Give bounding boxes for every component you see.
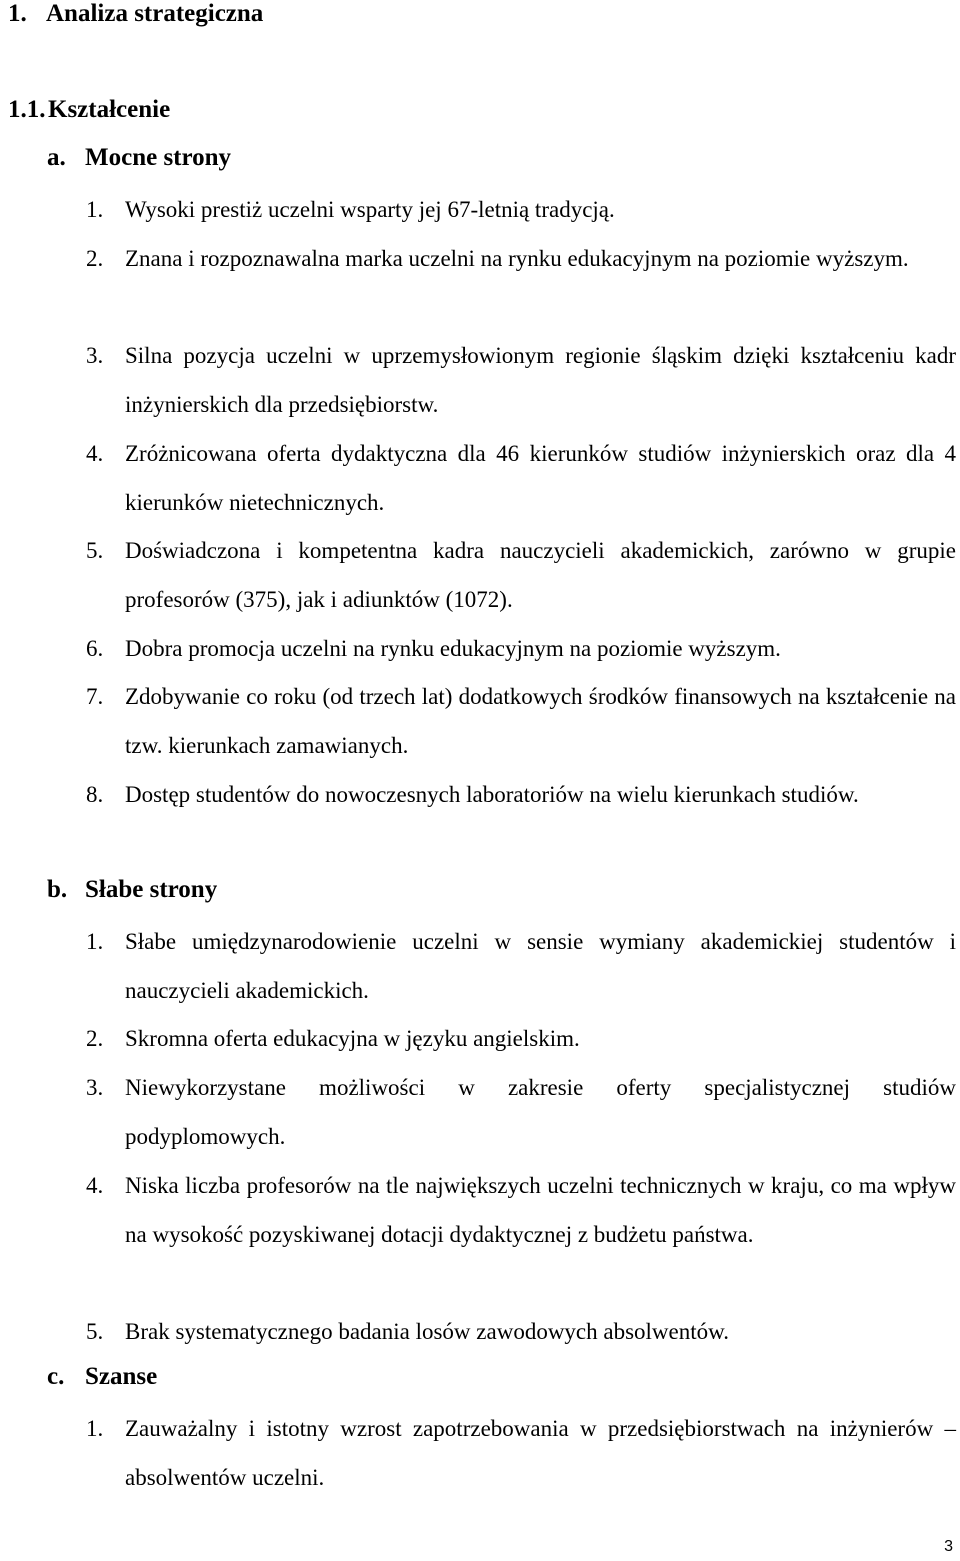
list-item: [86, 1161, 956, 1259]
list-item: [86, 917, 956, 1015]
list-item: [86, 185, 956, 234]
list-item-text: Skromna oferta edukacyjna w języku angielskim.: [125, 1026, 580, 1051]
subchapter-number: 1.1.: [8, 96, 46, 123]
section-title: Słabe strony: [85, 876, 218, 903]
list-item-number: 4.: [86, 441, 104, 466]
list-item-number: 3.: [86, 1075, 104, 1100]
list-item-text: Słabe umiędzynarodowienie uczelni w sensie wymiany akademickiej studentów i nauczycieli akademickich.: [125, 929, 956, 1003]
list-item-number: 1.: [86, 197, 104, 222]
list-item-number: 1.: [86, 1416, 104, 1441]
list-item-text: Doświadczona i kompetentna kadra nauczycieli akademickich, zarówno w grupie profesorów (375), jak i adiunktów (1072).: [125, 538, 956, 612]
list-item-text: Dostęp studentów do nowoczesnych laboratoriów na wielu kierunkach studiów.: [125, 782, 859, 807]
list-item-number: 4.: [86, 1173, 104, 1198]
list-item-text: Zdobywanie co roku (od trzech lat) dodatkowych środków finansowych na kształcenie na tzw. kierunkach zamawianych.: [125, 684, 956, 758]
list-item: [86, 1404, 956, 1502]
section-letter: a.: [47, 144, 66, 171]
list-item: [86, 1014, 956, 1063]
chapter-title: Analiza strategiczna: [46, 0, 264, 27]
list-item: [86, 1063, 956, 1161]
list-item-text: Zauważalny i istotny wzrost zapotrzebowania w przedsiębiorstwach na inżynierów – absolwentów uczelni.: [125, 1416, 956, 1490]
list-item: [86, 234, 956, 283]
list-item: [86, 624, 956, 673]
list-item-number: 1.: [86, 929, 104, 954]
list-item-number: 3.: [86, 343, 104, 368]
list-item: [86, 1307, 956, 1356]
list-item-text: Znana i rozpoznawalna marka uczelni na rynku edukacyjnym na poziomie wyższym.: [125, 246, 909, 271]
subchapter-title: Kształcenie: [48, 96, 171, 123]
list-item-text: Brak systematycznego badania losów zawodowych absolwentów.: [125, 1319, 730, 1344]
section-title: Szanse: [85, 1363, 158, 1390]
list-item-number: 2.: [86, 246, 104, 271]
list-item-number: 5.: [86, 538, 104, 563]
chapter-number: 1.: [8, 0, 27, 27]
section-heading-opportunities: [47, 1358, 157, 1396]
list-item-number: 7.: [86, 684, 104, 709]
list-item: [86, 526, 956, 624]
section-letter: c.: [47, 1363, 65, 1390]
section-heading-weaknesses: [47, 871, 217, 909]
list-item-number: 5.: [86, 1319, 104, 1344]
subchapter-heading: [8, 91, 170, 129]
list-item-number: 2.: [86, 1026, 104, 1051]
list-item: [86, 331, 956, 429]
section-title: Mocne strony: [85, 144, 232, 171]
section-heading-strengths: [47, 139, 231, 177]
section-letter: b.: [47, 876, 68, 903]
list-item-text: Silna pozycja uczelni w uprzemysłowionym regionie śląskim dzięki kształceniu kadr inżynierskich dla przedsiębiorstw.: [125, 343, 956, 417]
list-item-text: Zróżnicowana oferta dydaktyczna dla 46 kierunków studiów inżynierskich oraz dla 4 kierunków nietechnicznych.: [125, 441, 956, 515]
list-item-text: Wysoki prestiż uczelni wsparty jej 67-letnią tradycją.: [125, 197, 615, 222]
list-item: [86, 429, 956, 527]
list-item-text: Niska liczba profesorów na tle największych uczelni technicznych w kraju, co ma wpływ na wysokość pozyskiwanej dotacji dydaktycznej z budżetu państwa.: [125, 1173, 956, 1247]
list-item-text: Dobra promocja uczelni na rynku edukacyjnym na poziomie wyższym.: [125, 636, 781, 661]
list-item: [86, 672, 956, 770]
list-item: [86, 770, 956, 819]
list-item-number: 8.: [86, 782, 104, 807]
list-item-number: 6.: [86, 636, 104, 661]
chapter-heading: [8, 0, 263, 33]
list-item-text: Niewykorzystane możliwości w zakresie oferty specjalistycznej studiów podyplomowych.: [125, 1075, 956, 1149]
page-number: 3: [944, 1538, 953, 1555]
